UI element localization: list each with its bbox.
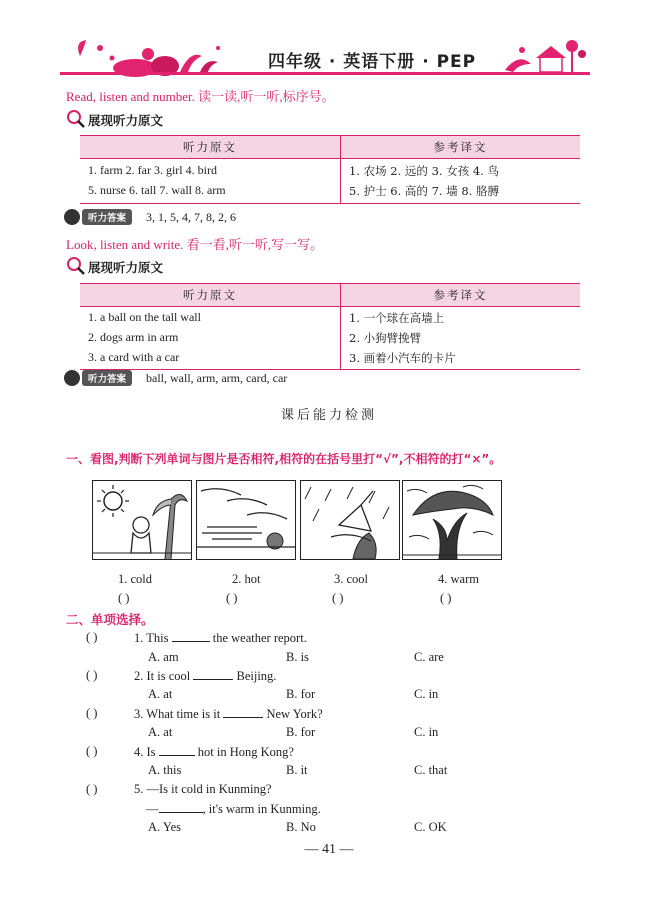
after-class-title: 课后能力检测 (280, 408, 377, 423)
part2-answer (64, 370, 287, 386)
question-stem (134, 706, 323, 722)
option[interactable]: A. Yes (148, 820, 182, 834)
fill-blank[interactable] (193, 668, 233, 680)
answer-parenthesis[interactable]: ( ) (226, 591, 238, 605)
part2-section-title: 展现听力原文 (88, 260, 164, 275)
question-text: , it's warm in Kunming. (202, 802, 321, 816)
option[interactable]: B. for (286, 725, 316, 739)
part2-instruction: Look, listen and write. 看一看,听一听,写一写。 (66, 237, 324, 252)
answer-parenthesis[interactable]: ( ) (86, 706, 98, 720)
option[interactable]: C. are (414, 650, 444, 664)
option[interactable]: A. am (148, 650, 179, 664)
magnifier-icon (66, 109, 86, 129)
question-text: 4. Is (134, 745, 156, 759)
picture-windy-lake (196, 480, 296, 560)
question-text: the weather report. (212, 631, 307, 645)
table-header: 听力原文 (80, 284, 341, 307)
picture-rainy-windy (300, 480, 400, 560)
picture-sunny-hot (92, 480, 192, 560)
table-cell: 1. farm 2. far 3. girl 4. bird (80, 159, 341, 182)
question-text: — (146, 802, 159, 816)
question-text: New York? (266, 707, 323, 721)
table-cell: 3. a card with a car (80, 348, 341, 370)
q1-word: 1. cold (118, 572, 153, 586)
fill-blank[interactable] (159, 801, 203, 813)
q2-label: 二、单项选择。 (66, 612, 154, 627)
answer-text: ball, wall, arm, arm, card, car (146, 370, 288, 385)
table-header: 参考译文 (341, 284, 581, 307)
answer-parenthesis[interactable]: ( ) (86, 668, 98, 682)
fill-blank[interactable] (172, 630, 210, 642)
answer-badge: 听力答案 (82, 370, 132, 386)
part1-section-title: 展现听力原文 (88, 113, 164, 128)
table-cell: 5. 护士 6. 高的 7. 墙 8. 胳膊 (341, 181, 581, 204)
q1-word: 4. warm (438, 572, 479, 586)
option[interactable]: C. that (414, 763, 448, 777)
part2-transcript-table (80, 283, 580, 370)
table-cell: 2. dogs arm in arm (80, 328, 341, 348)
table-row (80, 328, 580, 348)
option[interactable]: B. it (286, 763, 308, 777)
table-row (80, 307, 580, 329)
part1-answer (64, 209, 236, 225)
table-cell: 2. 小狗臂挽臂 (349, 331, 422, 345)
picture-windy-tree (402, 480, 502, 560)
magnifier-icon (66, 256, 86, 276)
q1-label: 一、看图,判断下列单词与图片是否相符,相符的在括号里打“√”,不相符的打“×”。 (66, 452, 502, 466)
question-text: hot in Hong Kong? (197, 745, 294, 759)
cartoon-icon (64, 209, 80, 225)
fill-blank[interactable] (159, 744, 195, 756)
part1-transcript-table (80, 135, 580, 204)
option[interactable]: C. OK (414, 820, 447, 834)
cartoon-icon (64, 370, 80, 386)
answer-parenthesis[interactable]: ( ) (86, 630, 98, 644)
question-stem (146, 801, 321, 817)
option[interactable]: C. in (414, 687, 439, 701)
table-header: 参考译文 (341, 136, 581, 159)
q1-word: 3. cool (334, 572, 369, 586)
question-text: 5. —Is it cold in Kunming? (134, 782, 272, 796)
q1-word: 2. hot (232, 572, 261, 586)
answer-parenthesis[interactable]: ( ) (332, 591, 344, 605)
option[interactable]: A. at (148, 725, 173, 739)
answer-parenthesis[interactable]: ( ) (118, 591, 130, 605)
question-stem (134, 630, 307, 646)
table-row (80, 181, 580, 204)
option[interactable]: B. No (286, 820, 316, 834)
answer-text: 3, 1, 5, 4, 7, 8, 2, 6 (146, 209, 237, 224)
option[interactable]: A. at (148, 687, 173, 701)
table-cell: 5. nurse 6. tall 7. wall 8. arm (80, 181, 341, 204)
question-text: 2. It is cool (134, 669, 191, 683)
table-row (80, 159, 580, 182)
table-cell: 1. 农场 2. 远的 3. 女孩 4. 鸟 (349, 164, 499, 178)
header-title: 四年级 · 英语下册 · PEP (268, 52, 477, 72)
table-cell: 1. a ball on the tall wall (80, 307, 341, 329)
table-cell: 1. 一个球在高墙上 (349, 311, 445, 325)
question-stem (134, 668, 276, 684)
option[interactable]: B. for (286, 687, 316, 701)
part1-instruction: Read, listen and number. 读一读,听一听,标序号。 (66, 89, 335, 104)
page-number: — 41 — (304, 842, 354, 857)
option[interactable]: A. this (148, 763, 182, 777)
question-stem (134, 744, 294, 760)
option[interactable]: B. is (286, 650, 309, 664)
question-text: 1. This (134, 631, 169, 645)
table-row (80, 348, 580, 370)
question-text: Beijing. (236, 669, 277, 683)
answer-parenthesis[interactable]: ( ) (86, 782, 98, 796)
question-text: 3. What time is it (134, 707, 221, 721)
table-cell: 3. 画着小汽车的卡片 (341, 348, 581, 370)
table-header: 听力原文 (80, 136, 341, 159)
header-rule (60, 72, 590, 75)
option[interactable]: C. in (414, 725, 439, 739)
answer-parenthesis[interactable]: ( ) (440, 591, 452, 605)
answer-badge: 听力答案 (82, 209, 132, 225)
fill-blank[interactable] (223, 706, 263, 718)
answer-parenthesis[interactable]: ( ) (86, 744, 98, 758)
